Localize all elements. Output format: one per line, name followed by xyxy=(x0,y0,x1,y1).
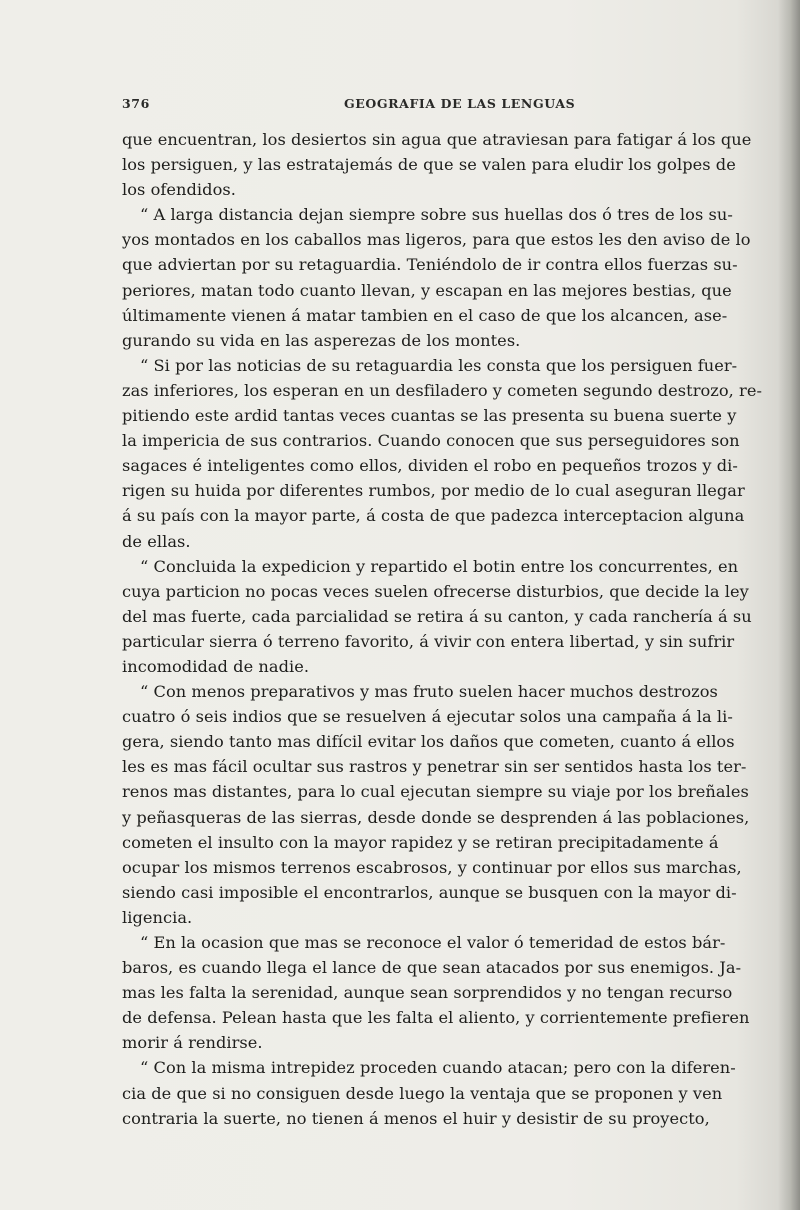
text-line: particular sierra ó terreno favorito, á vivir con entera libertad, y sin sufrir xyxy=(122,631,735,651)
text-line: “ Concluida la expedicion y repartido el botin entre los concurrentes, en xyxy=(140,556,739,576)
text-line: cia de que si no consiguen desde luego la ventaja que se proponen y ven xyxy=(122,1083,723,1103)
text-line: que encuentran, los desiertos sin agua que atraviesan para fatigar á los que xyxy=(122,130,752,149)
paragraph xyxy=(122,353,762,554)
text-line: “ Con menos preparativos y mas fruto suelen hacer muchos destrozos xyxy=(140,682,718,702)
text-line: á su país con la mayor parte, á costa de que padezca interceptacion alguna xyxy=(122,506,745,526)
text-line: morir á rendirse. xyxy=(122,1033,263,1053)
text-line: “ Con la misma intrepidez proceden cuando atacan; pero con la diferen- xyxy=(140,1058,736,1078)
text-line: ocupar los mismos terrenos escabrosos, y continuar por ellos sus marchas, xyxy=(122,857,742,877)
text-line: cometen el insulto con la mayor rapidez y se retiran precipitadamente á xyxy=(122,832,719,852)
text-line: gurando su vida en las asperezas de los montes. xyxy=(122,330,521,350)
text-line: rigen su huida por diferentes rumbos, por medio de lo cual aseguran llegar xyxy=(122,481,745,501)
text-line: pitiendo este ardid tantas veces cuantas se las presenta su buena suerte y xyxy=(122,406,737,426)
page-number: 376 xyxy=(122,96,150,111)
text-line: de ellas. xyxy=(122,531,191,551)
text-line: periores, matan todo cuanto llevan, y escapan en las mejores bestias, que xyxy=(122,280,732,300)
text-line: de defensa. Pelean hasta que les falta el aliento, y corrientemente prefieren xyxy=(122,1008,750,1028)
text-line: “ A larga distancia dejan siempre sobre sus huellas dos ó tres de los su- xyxy=(140,205,733,225)
text-line: cuya particion no pocas veces suelen ofrecerse disturbios, que decide la ley xyxy=(122,581,749,601)
paragraph xyxy=(122,930,750,1055)
text-line: zas inferiores, los esperan en un desfiladero y cometen segundo destrozo, re- xyxy=(122,380,762,400)
text-line: siendo casi imposible el encontrarlos, aunque se busquen con la mayor di- xyxy=(122,882,737,902)
text-line: contraria la suerte, no tienen á menos el huir y desistir de su proyecto, xyxy=(122,1108,710,1128)
text-line: los ofendidos. xyxy=(122,180,236,200)
running-title: GEOGRAFIA DE LAS LENGUAS xyxy=(344,96,576,111)
text-line: les es mas fácil ocultar sus rastros y penetrar sin ser sentidos hasta los ter- xyxy=(122,757,747,777)
text-line: últimamente vienen á matar tambien en el caso de que los alcancen, ase- xyxy=(122,305,728,325)
text-line: “ En la ocasion que mas se reconoce el valor ó temeridad de estos bár- xyxy=(140,933,726,952)
text-line: yos montados en los caballos mas ligeros, para que estos les den aviso de lo xyxy=(122,230,751,250)
text-line: del mas fuerte, cada parcialidad se retira á su canton, y cada ranchería á su xyxy=(122,606,752,626)
paragraph xyxy=(122,554,752,679)
text-line: los persiguen, y las estratajemás de que se valen para eludir los golpes de xyxy=(122,155,736,175)
text-line: la impericia de sus contrarios. Cuando conocen que sus perseguidores son xyxy=(122,431,740,451)
page-edge-shadow xyxy=(778,0,800,1210)
paragraph xyxy=(122,679,750,930)
text-line: baros, es cuando llega el lance de que sean atacados por sus enemigos. Ja- xyxy=(122,958,742,978)
text-line: cuatro ó seis indios que se resuelven á ejecutar solos una campaña á la li- xyxy=(122,707,733,727)
paragraph xyxy=(122,202,751,353)
running-header xyxy=(122,96,682,116)
text-line: “ Si por las noticias de su retaguardia les consta que los persiguen fuer- xyxy=(140,355,738,375)
text-line: ligencia. xyxy=(122,907,193,927)
text-line: que adviertan por su retaguardia. Teniéndolo de ir contra ellos fuerzas su- xyxy=(122,255,738,275)
text-line: sagaces é inteligentes como ellos, dividen el robo en pequeños trozos y di- xyxy=(122,456,738,476)
text-line: y peñasqueras de las sierras, desde donde se desprenden á las poblaciones, xyxy=(122,807,750,827)
text-line: gera, siendo tanto mas difícil evitar los daños que cometen, cuanto á ellos xyxy=(122,732,735,752)
body-text xyxy=(122,127,762,1131)
paragraph xyxy=(122,127,752,202)
paragraph xyxy=(122,1055,736,1130)
text-line: incomodidad de nadie. xyxy=(122,656,310,676)
text-line: mas les falta la serenidad, aunque sean sorprendidos y no tengan recurso xyxy=(122,983,733,1003)
text-line: renos mas distantes, para lo cual ejecutan siempre su viaje por los breñales xyxy=(122,782,749,802)
